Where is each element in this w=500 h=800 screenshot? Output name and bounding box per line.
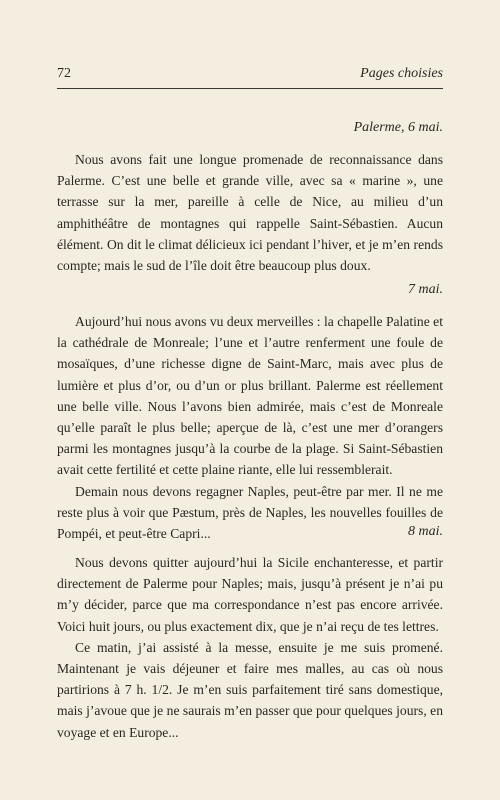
paragraph: Nous avons fait une longue promenade de reconnaissance dans Palerme. C’est une belle et grande ville, avec sa « marine », une terrasse sur la mer, pareille à celle de Nice, au milieu d’un amphithéâtre de montagnes qui rappelle Saint-Sébastien. Aucun élément. On dit le climat délicieux ici pendant l’hiver, et je m’en rends compte; mais le sud de l’île doit être beaucoup plus doux.: [57, 152, 443, 274]
page-header: [57, 66, 443, 86]
paragraph: Aujourd’hui nous avons vu deux merveilles : la chapelle Palatine et la cathédrale de Monreale; l’une et l’autre renferment une foule de mosaïques, d’une richesse digne de Saint-Marc, mais avec plus de lumière et plus d’or, ou d’un or plus brillant. Palerme est réellement une belle ville. Nous l’avons bien admirée, mais c’est de Monreale qu’elle paraît le plus belle; aperçue de là, c’est une mer d’orangers parmi les montagnes jusqu’à la courbe de la plage. Si Saint-Sébastien avait cette fertilité et cette plaine riante, elle lui ressemblerait.: [57, 314, 443, 478]
running-title: Pages choisies: [360, 66, 443, 81]
dateline-2: 7 mai.: [408, 282, 443, 297]
paragraph: Ce matin, j’ai assisté à la messe, ensuite je me suis promené. Maintenant je vais déjeuner et faire mes malles, au cas où nous partirions à 7 h. 1/2. Je m’en suis parfaitement tiré sans domestique, mais j’avoue que je ne saurais m’en passer que pour quelques jours, en voyage et en Europe...: [57, 639, 443, 740]
letter-2-body: [57, 311, 443, 544]
dateline-3: 8 mai.: [408, 524, 443, 539]
letter-1-body: [57, 149, 443, 276]
letter-3-body: [57, 552, 443, 743]
paragraph: Demain nous devons regagner Naples, peut-être par mer. Il ne me reste plus à voir que Pæstum, près de Naples, les nouvelles fouilles de Pompéi, et peut-être Capri...: [57, 483, 443, 542]
page-number: 72: [57, 66, 71, 81]
dateline-1: Palerme, 6 mai.: [353, 120, 443, 135]
paragraph: Nous devons quitter aujourd’hui la Sicile enchanteresse, et partir directement de Palerme pour Naples; mais, jusqu’à présent je n’ai pu m’y décider, parce que ma correspondance n’est pas encore arrivée. Voici huit jours, ou plus exactement dix, que je n’ai reçu de tes lettres.: [57, 555, 443, 634]
header-rule: [57, 88, 443, 89]
